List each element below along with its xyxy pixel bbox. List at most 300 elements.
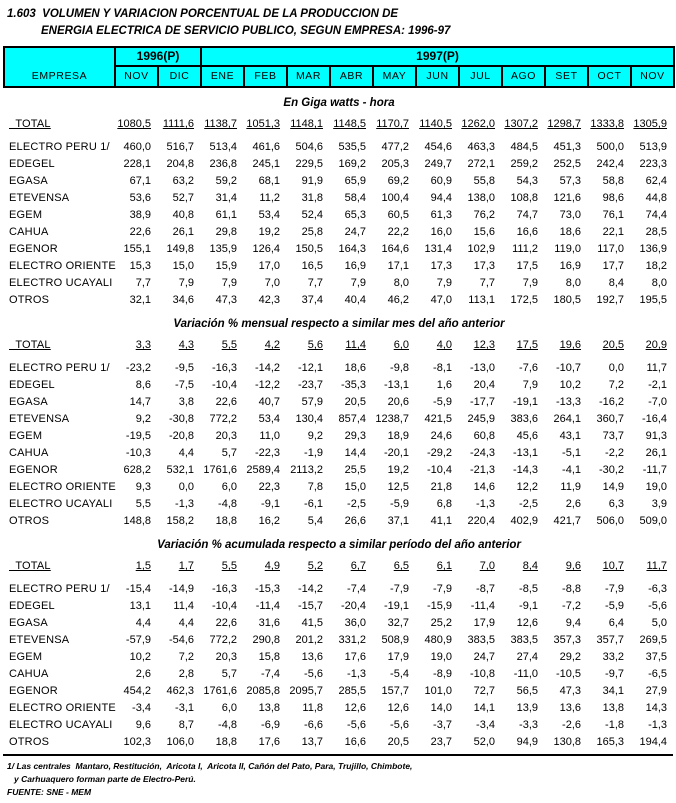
- value-cell: 63,2: [172, 175, 195, 187]
- value-cell: 463,3: [467, 141, 496, 153]
- value-cell: 223,3: [639, 158, 668, 170]
- value-cell: 1138,7: [204, 118, 238, 130]
- value-cell: 22,6: [129, 226, 151, 238]
- value-cell: 504,6: [295, 141, 324, 153]
- value-cell: -5,4: [390, 668, 410, 680]
- table-row: [4, 428, 674, 445]
- value-cell: 1080,5: [117, 118, 151, 130]
- value-cell: 100,4: [381, 192, 410, 204]
- value-cell: 421,7: [553, 515, 582, 527]
- value-cell: 7,2: [608, 379, 625, 391]
- value-cell: -13,1: [512, 447, 539, 459]
- value-cell: 45,6: [516, 430, 539, 442]
- value-cell: 14,3: [645, 702, 668, 714]
- value-cell: 461,6: [252, 141, 281, 153]
- value-cell: 15,0: [344, 481, 367, 493]
- value-cell: 9,2: [135, 413, 151, 425]
- value-cell: 508,9: [381, 634, 410, 646]
- value-cell: -13,0: [469, 362, 496, 374]
- month-header-feb: FEB: [244, 66, 287, 87]
- value-cell: 357,7: [596, 634, 625, 646]
- value-cell: 101,0: [424, 685, 453, 697]
- value-cell: 2,6: [565, 498, 582, 510]
- value-cell: 14,9: [602, 481, 625, 493]
- value-cell: 59,2: [215, 175, 238, 187]
- table-row: [4, 190, 674, 207]
- value-cell: -5,9: [605, 600, 625, 612]
- value-cell: 360,7: [596, 413, 625, 425]
- value-cell: 2095,7: [289, 685, 324, 697]
- section-heading: Variación % acumulada respecto a similar período del año anterior: [157, 538, 521, 551]
- value-cell: 264,1: [553, 413, 582, 425]
- value-cell: 2085,8: [246, 685, 281, 697]
- value-cell: 11,9: [560, 481, 582, 493]
- value-cell: 331,2: [338, 634, 367, 646]
- value-cell: 131,4: [424, 243, 453, 255]
- value-cell: 25,8: [301, 226, 324, 238]
- value-cell: -14,3: [512, 464, 539, 476]
- table-row: [4, 598, 674, 615]
- value-cell: 76,2: [473, 209, 496, 221]
- value-cell: 8,0: [565, 277, 582, 289]
- value-cell: -7,9: [433, 583, 453, 595]
- value-cell: 8,0: [651, 277, 668, 289]
- value-cell: -7,9: [605, 583, 625, 595]
- value-cell: 53,4: [258, 209, 281, 221]
- value-cell: 76,1: [602, 209, 625, 221]
- value-cell: -6,6: [304, 719, 324, 731]
- value-cell: 249,7: [424, 158, 453, 170]
- value-cell: 27,9: [645, 685, 668, 697]
- value-cell: -7,5: [175, 379, 195, 391]
- value-cell: 25,5: [344, 464, 367, 476]
- value-cell: 7,7: [479, 277, 496, 289]
- row-label: OTROS: [9, 515, 50, 527]
- value-cell: 36,0: [344, 617, 367, 629]
- value-cell: 61,1: [215, 209, 238, 221]
- value-cell: 204,8: [166, 158, 195, 170]
- row-label: ELECTRO UCAYALI: [9, 498, 113, 510]
- value-cell: 484,5: [510, 141, 539, 153]
- row-label: CAHUA: [9, 447, 49, 459]
- value-cell: 16,6: [344, 736, 367, 748]
- value-cell: 7,9: [350, 277, 367, 289]
- row-label: TOTAL: [9, 118, 51, 130]
- value-cell: 27,4: [516, 651, 539, 663]
- value-cell: 1761,6: [203, 685, 238, 697]
- value-cell: 25,2: [430, 617, 453, 629]
- value-cell: -15,9: [426, 600, 453, 612]
- table-body: [4, 87, 674, 751]
- value-cell: 22,6: [215, 396, 238, 408]
- value-cell: 29,8: [215, 226, 238, 238]
- table-row: [4, 156, 674, 173]
- table-row: [4, 496, 674, 513]
- value-cell: 7,9: [221, 277, 238, 289]
- value-cell: 52,0: [473, 736, 496, 748]
- value-cell: 3,8: [178, 396, 195, 408]
- value-cell: 5,5: [135, 498, 151, 510]
- value-cell: 73,0: [559, 209, 582, 221]
- value-cell: -15,7: [297, 600, 324, 612]
- value-cell: 10,2: [129, 651, 151, 663]
- value-cell: 11,2: [259, 192, 281, 204]
- value-cell: 1333,8: [590, 118, 625, 130]
- value-cell: 65,3: [344, 209, 367, 221]
- value-cell: 7,0: [479, 560, 496, 572]
- row-label: ELECTRO ORIENTE: [9, 260, 116, 272]
- value-cell: 7,7: [307, 277, 324, 289]
- value-cell: 172,5: [510, 294, 539, 306]
- value-cell: -8,1: [433, 362, 453, 374]
- value-cell: 5,7: [221, 447, 238, 459]
- value-cell: 26,1: [645, 447, 668, 459]
- value-cell: 7,2: [178, 651, 195, 663]
- value-cell: 18,9: [387, 430, 410, 442]
- table-row: [4, 377, 674, 394]
- value-cell: -6,5: [648, 668, 668, 680]
- value-cell: 38,9: [129, 209, 151, 221]
- value-cell: 20,5: [602, 339, 625, 351]
- value-cell: 14,1: [473, 702, 496, 714]
- value-cell: 158,2: [166, 515, 195, 527]
- value-cell: -6,1: [304, 498, 324, 510]
- value-cell: 69,2: [387, 175, 410, 187]
- value-cell: 228,1: [123, 158, 151, 170]
- month-header-jun: JUN: [416, 66, 459, 87]
- value-cell: 13,8: [602, 702, 625, 714]
- value-cell: 2113,2: [290, 464, 324, 476]
- row-label: EGEM: [9, 209, 43, 221]
- value-cell: -19,1: [512, 396, 539, 408]
- table-row: [4, 394, 674, 411]
- value-cell: 1051,3: [246, 118, 281, 130]
- value-cell: 1238,7: [375, 413, 410, 425]
- value-cell: 7,7: [135, 277, 151, 289]
- value-cell: -9,1: [261, 498, 281, 510]
- value-cell: 252,5: [553, 158, 582, 170]
- table-row: [4, 615, 674, 632]
- value-cell: 126,4: [252, 243, 281, 255]
- value-cell: 2589,4: [246, 464, 281, 476]
- value-cell: 108,8: [510, 192, 539, 204]
- value-cell: -4,1: [562, 464, 582, 476]
- value-cell: 53,6: [129, 192, 151, 204]
- table-row: [4, 275, 674, 292]
- value-cell: 17,5: [516, 260, 539, 272]
- year-group-1997: 1997(P): [201, 47, 674, 66]
- value-cell: 383,6: [510, 413, 539, 425]
- value-cell: 21,8: [430, 481, 453, 493]
- row-label: ETEVENSA: [9, 634, 70, 646]
- value-cell: 857,4: [338, 413, 367, 425]
- row-label: ELECTRO PERU 1/: [9, 362, 110, 374]
- value-cell: -16,4: [641, 413, 668, 425]
- value-cell: 16,9: [559, 260, 582, 272]
- value-cell: 130,8: [553, 736, 582, 748]
- value-cell: 229,5: [295, 158, 324, 170]
- value-cell: 285,5: [338, 685, 367, 697]
- value-cell: 11,4: [345, 339, 367, 351]
- value-cell: 60,8: [473, 430, 496, 442]
- value-cell: 17,3: [430, 260, 453, 272]
- row-label: EDEGEL: [9, 379, 55, 391]
- value-cell: 772,2: [209, 634, 238, 646]
- value-cell: -7,6: [519, 362, 539, 374]
- title-line-2: ENERGIA ELECTRICA DE SERVICIO PUBLICO, SEGUN EMPRESA: 1996-97: [41, 25, 451, 38]
- value-cell: 164,6: [381, 243, 410, 255]
- statistics-table: [3, 46, 675, 751]
- value-cell: 72,7: [473, 685, 496, 697]
- value-cell: -5,6: [347, 719, 367, 731]
- value-cell: -20,8: [168, 430, 195, 442]
- value-cell: 18,6: [344, 362, 367, 374]
- value-cell: 4,3: [178, 339, 195, 351]
- value-cell: 192,7: [596, 294, 625, 306]
- value-cell: 14,7: [129, 396, 151, 408]
- value-cell: 74,4: [645, 209, 668, 221]
- year-group-1996: 1996(P): [115, 47, 201, 66]
- value-cell: 148,8: [123, 515, 151, 527]
- value-cell: -3,4: [476, 719, 496, 731]
- value-cell: 18,6: [559, 226, 582, 238]
- value-cell: -5,9: [390, 498, 410, 510]
- value-cell: 11,0: [259, 430, 281, 442]
- value-cell: 18,8: [215, 736, 238, 748]
- value-cell: 65,9: [344, 175, 367, 187]
- table-row: [4, 139, 674, 156]
- row-label: ELECTRO ORIENTE: [9, 702, 116, 714]
- value-cell: 57,9: [301, 396, 324, 408]
- value-cell: 513,4: [209, 141, 238, 153]
- value-cell: 1307,2: [504, 118, 539, 130]
- value-cell: -3,7: [433, 719, 453, 731]
- value-cell: 516,7: [166, 141, 195, 153]
- source-note: FUENTE: SNE - MEM: [7, 786, 92, 797]
- value-cell: 22,3: [258, 481, 281, 493]
- value-cell: 19,0: [645, 481, 668, 493]
- value-cell: 4,9: [264, 560, 281, 572]
- value-cell: 259,2: [510, 158, 539, 170]
- value-cell: -1,3: [175, 498, 195, 510]
- value-cell: 383,5: [467, 634, 496, 646]
- value-cell: 5,2: [307, 560, 324, 572]
- value-cell: 20,5: [344, 396, 367, 408]
- row-label: EGASA: [9, 396, 48, 408]
- value-cell: -5,6: [648, 600, 668, 612]
- value-cell: 7,9: [522, 277, 539, 289]
- row-label: OTROS: [9, 736, 50, 748]
- row-label: OTROS: [9, 294, 50, 306]
- value-cell: 14,0: [430, 702, 453, 714]
- value-cell: -10,3: [125, 447, 151, 459]
- value-cell: 150,5: [295, 243, 324, 255]
- value-cell: -8,9: [433, 668, 453, 680]
- value-cell: 460,0: [123, 141, 151, 153]
- value-cell: 12,2: [516, 481, 539, 493]
- table-row: [4, 292, 674, 309]
- table-row: [4, 258, 674, 275]
- value-cell: 1298,7: [547, 118, 582, 130]
- value-cell: 532,1: [166, 464, 195, 476]
- table-row: [4, 224, 674, 241]
- value-cell: -21,3: [469, 464, 496, 476]
- value-cell: 7,9: [178, 277, 195, 289]
- value-cell: 5,4: [307, 515, 324, 527]
- value-cell: 14,4: [344, 447, 367, 459]
- value-cell: 513,9: [639, 141, 668, 153]
- month-header-nov96: NOV: [115, 66, 158, 87]
- value-cell: -2,6: [562, 719, 582, 731]
- table-row: [4, 207, 674, 224]
- value-cell: 6,8: [436, 498, 453, 510]
- month-header-may: MAY: [373, 66, 416, 87]
- row-label: EGEM: [9, 651, 43, 663]
- value-cell: 91,9: [301, 175, 324, 187]
- table-row: [4, 558, 674, 581]
- value-cell: 3,9: [651, 498, 668, 510]
- value-cell: 1262,0: [461, 118, 496, 130]
- value-cell: 138,0: [467, 192, 496, 204]
- value-cell: -6,9: [261, 719, 281, 731]
- value-cell: 164,3: [338, 243, 367, 255]
- value-cell: -12,2: [254, 379, 281, 391]
- value-cell: -5,6: [390, 719, 410, 731]
- row-label: ELECTRO PERU 1/: [9, 583, 110, 595]
- value-cell: 1305,9: [633, 118, 668, 130]
- value-cell: 17,0: [258, 260, 281, 272]
- value-cell: 26,6: [344, 515, 367, 527]
- value-cell: 98,6: [602, 192, 625, 204]
- value-cell: -14,2: [254, 362, 281, 374]
- value-cell: 55,8: [473, 175, 496, 187]
- value-cell: 136,9: [639, 243, 668, 255]
- value-cell: 6,0: [393, 339, 410, 351]
- footnote-2: y Carhuaquero forman parte de Electro-Perú.: [14, 773, 196, 784]
- value-cell: 22,1: [602, 226, 625, 238]
- value-cell: -16,3: [211, 362, 238, 374]
- value-cell: -5,6: [304, 668, 324, 680]
- value-cell: 106,0: [166, 736, 195, 748]
- value-cell: 47,0: [430, 294, 453, 306]
- value-cell: -5,9: [433, 396, 453, 408]
- table-row: [4, 700, 674, 717]
- value-cell: 9,4: [565, 617, 582, 629]
- value-cell: 155,1: [123, 243, 151, 255]
- value-cell: 13,8: [258, 702, 281, 714]
- value-cell: 6,1: [436, 560, 453, 572]
- value-cell: 37,4: [301, 294, 324, 306]
- value-cell: 17,6: [258, 736, 281, 748]
- value-cell: -2,2: [605, 447, 625, 459]
- value-cell: -1,3: [648, 719, 668, 731]
- value-cell: -13,3: [555, 396, 582, 408]
- value-cell: 16,2: [258, 515, 281, 527]
- section-heading-row: [4, 530, 674, 558]
- value-cell: 149,8: [166, 243, 195, 255]
- value-cell: 37,1: [387, 515, 410, 527]
- table-header: [4, 47, 674, 87]
- value-cell: 13,7: [301, 736, 324, 748]
- value-cell: 67,1: [129, 175, 151, 187]
- value-cell: -5,1: [562, 447, 582, 459]
- value-cell: 20,4: [473, 379, 496, 391]
- value-cell: 102,3: [123, 736, 151, 748]
- value-cell: -10,4: [211, 600, 238, 612]
- value-cell: 74,7: [516, 209, 539, 221]
- table-row: [4, 649, 674, 666]
- month-header-dic96: DIC: [158, 66, 201, 87]
- value-cell: -13,1: [383, 379, 410, 391]
- value-cell: 19,6: [559, 339, 582, 351]
- value-cell: 62,4: [645, 175, 668, 187]
- value-cell: -9,5: [175, 362, 195, 374]
- value-cell: 15,0: [172, 260, 195, 272]
- table-row: [4, 337, 674, 360]
- value-cell: 17,7: [602, 260, 625, 272]
- value-cell: -10,4: [211, 379, 238, 391]
- value-cell: 29,2: [559, 651, 582, 663]
- value-cell: 12,6: [387, 702, 410, 714]
- value-cell: 18,8: [215, 515, 238, 527]
- value-cell: 12,6: [344, 702, 367, 714]
- value-cell: 236,8: [209, 158, 238, 170]
- value-cell: 94,9: [516, 736, 539, 748]
- value-cell: 16,0: [430, 226, 453, 238]
- value-cell: 2,8: [178, 668, 195, 680]
- value-cell: 6,5: [393, 560, 410, 572]
- row-label: EGEM: [9, 430, 43, 442]
- month-header-ago: AGO: [502, 66, 545, 87]
- table-row: [4, 513, 674, 530]
- value-cell: 477,2: [381, 141, 410, 153]
- value-cell: 1140,5: [419, 118, 453, 130]
- value-cell: 5,5: [221, 339, 238, 351]
- value-cell: -15,3: [254, 583, 281, 595]
- value-cell: -29,2: [426, 447, 453, 459]
- value-cell: 26,1: [172, 226, 195, 238]
- value-cell: -16,3: [211, 583, 238, 595]
- value-cell: 421,5: [424, 413, 453, 425]
- value-cell: 220,4: [467, 515, 496, 527]
- value-cell: 205,3: [381, 158, 410, 170]
- value-cell: 13,9: [516, 702, 539, 714]
- row-label: EGENOR: [9, 685, 58, 697]
- value-cell: 1,7: [178, 560, 195, 572]
- value-cell: 628,2: [123, 464, 151, 476]
- value-cell: 29,3: [344, 430, 367, 442]
- value-cell: 40,4: [344, 294, 367, 306]
- row-label: CAHUA: [9, 226, 49, 238]
- value-cell: -14,2: [297, 583, 324, 595]
- value-cell: 462,3: [166, 685, 195, 697]
- month-header-nov97: NOV: [631, 66, 674, 87]
- value-cell: 6,3: [608, 498, 625, 510]
- value-cell: 16,9: [344, 260, 367, 272]
- section-heading: Variación % mensual respecto a similar mes del año anterior: [173, 317, 505, 330]
- value-cell: -2,5: [519, 498, 539, 510]
- value-cell: 4,4: [178, 617, 195, 629]
- value-cell: -8,7: [476, 583, 496, 595]
- value-cell: 9,2: [307, 430, 324, 442]
- value-cell: 11,4: [173, 600, 195, 612]
- value-cell: 13,6: [301, 651, 324, 663]
- value-cell: 33,2: [602, 651, 625, 663]
- value-cell: -8,5: [519, 583, 539, 595]
- value-cell: 454,6: [424, 141, 453, 153]
- value-cell: -3,3: [519, 719, 539, 731]
- value-cell: -1,8: [605, 719, 625, 731]
